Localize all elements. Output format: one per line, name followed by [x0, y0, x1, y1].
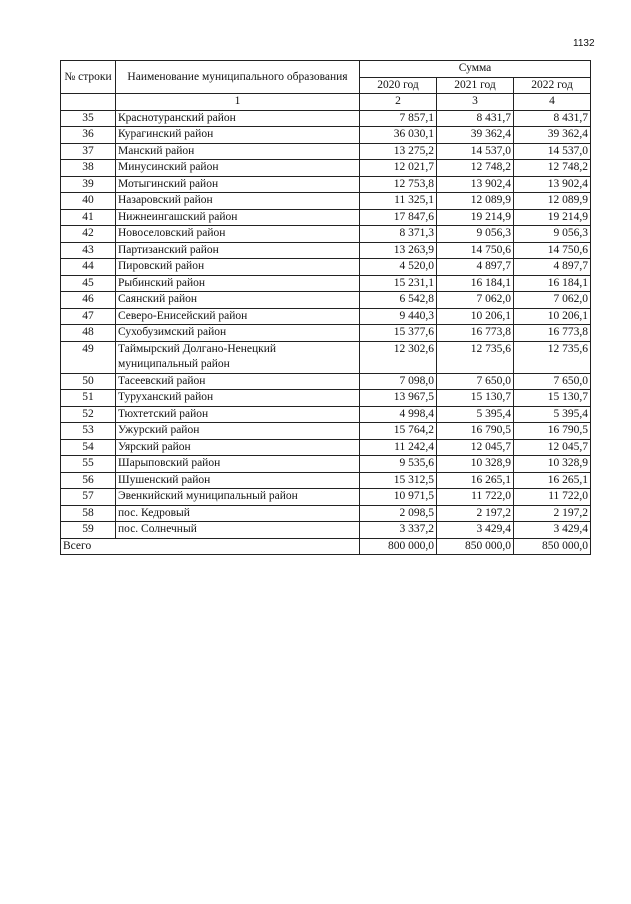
- row-name: Ужурский район: [116, 423, 360, 440]
- row-value-2021: 10 206,1: [437, 308, 514, 325]
- row-number: 47: [61, 308, 116, 325]
- table-row: [61, 176, 591, 193]
- row-value-2020: 12 302,6: [360, 341, 437, 373]
- row-name: Партизанский район: [116, 242, 360, 259]
- row-value-2022: 5 395,4: [514, 406, 591, 423]
- table-row: [61, 110, 591, 127]
- row-number: 38: [61, 160, 116, 177]
- row-value-2021: 39 362,4: [437, 127, 514, 144]
- table-row: [61, 423, 591, 440]
- row-name: Сухобузимский район: [116, 325, 360, 342]
- row-value-2021: 16 265,1: [437, 472, 514, 489]
- row-number: 48: [61, 325, 116, 342]
- index-cell: 2: [360, 94, 437, 111]
- row-value-2020: 11 242,4: [360, 439, 437, 456]
- table-row: [61, 160, 591, 177]
- total-2020: 800 000,0: [360, 538, 437, 555]
- table-row: [61, 456, 591, 473]
- header-name: Наименование муниципального образования: [116, 61, 360, 94]
- row-value-2022: 39 362,4: [514, 127, 591, 144]
- table-row: [61, 275, 591, 292]
- row-value-2022: 9 056,3: [514, 226, 591, 243]
- row-name: Туруханский район: [116, 390, 360, 407]
- row-value-2022: 12 089,9: [514, 193, 591, 210]
- row-value-2020: 10 971,5: [360, 489, 437, 506]
- row-value-2021: 12 735,6: [437, 341, 514, 373]
- budget-table: [60, 60, 591, 555]
- row-value-2022: 7 650,0: [514, 373, 591, 390]
- row-number: 44: [61, 259, 116, 276]
- row-name: пос. Солнечный: [116, 522, 360, 539]
- row-value-2020: 15 231,1: [360, 275, 437, 292]
- row-value-2021: 9 056,3: [437, 226, 514, 243]
- row-value-2021: 5 395,4: [437, 406, 514, 423]
- total-row: [61, 538, 591, 555]
- table-row: [61, 209, 591, 226]
- row-value-2022: 14 750,6: [514, 242, 591, 259]
- table-row: [61, 308, 591, 325]
- row-value-2021: 2 197,2: [437, 505, 514, 522]
- total-label: Всего: [61, 538, 360, 555]
- row-value-2020: 8 371,3: [360, 226, 437, 243]
- row-value-2020: 15 377,6: [360, 325, 437, 342]
- row-number: 45: [61, 275, 116, 292]
- row-value-2021: 8 431,7: [437, 110, 514, 127]
- header-number: № строки: [61, 61, 116, 94]
- table-row: [61, 406, 591, 423]
- row-number: 37: [61, 143, 116, 160]
- index-cell: 3: [437, 94, 514, 111]
- row-value-2022: 8 431,7: [514, 110, 591, 127]
- row-value-2022: 15 130,7: [514, 390, 591, 407]
- row-value-2022: 14 537,0: [514, 143, 591, 160]
- row-value-2020: 2 098,5: [360, 505, 437, 522]
- row-name: Назаровский район: [116, 193, 360, 210]
- row-name: Манский район: [116, 143, 360, 160]
- row-name: Новоселовский район: [116, 226, 360, 243]
- row-value-2020: 13 967,5: [360, 390, 437, 407]
- row-value-2020: 4 520,0: [360, 259, 437, 276]
- page-number: 1132: [573, 38, 595, 49]
- table-body: [61, 110, 591, 538]
- row-value-2020: 12 753,8: [360, 176, 437, 193]
- row-name: Эвенкийский муниципальный район: [116, 489, 360, 506]
- row-value-2021: 16 184,1: [437, 275, 514, 292]
- row-value-2020: 9 440,3: [360, 308, 437, 325]
- table-header: [61, 61, 591, 111]
- row-name: Саянский район: [116, 292, 360, 309]
- header-sum: Сумма: [360, 61, 591, 78]
- row-value-2022: 11 722,0: [514, 489, 591, 506]
- row-name: Нижнеингашский район: [116, 209, 360, 226]
- row-name: пос. Кедровый: [116, 505, 360, 522]
- row-number: 40: [61, 193, 116, 210]
- row-value-2020: 3 337,2: [360, 522, 437, 539]
- index-cell: 1: [116, 94, 360, 111]
- table-row: [61, 390, 591, 407]
- row-value-2020: 12 021,7: [360, 160, 437, 177]
- table-row: [61, 143, 591, 160]
- table-row: [61, 226, 591, 243]
- row-value-2022: 12 045,7: [514, 439, 591, 456]
- row-value-2021: 13 902,4: [437, 176, 514, 193]
- table-row: [61, 522, 591, 539]
- row-value-2020: 7 098,0: [360, 373, 437, 390]
- table-row: [61, 472, 591, 489]
- row-value-2022: 3 429,4: [514, 522, 591, 539]
- row-value-2021: 12 045,7: [437, 439, 514, 456]
- row-number: 52: [61, 406, 116, 423]
- row-name: Мотыгинский район: [116, 176, 360, 193]
- index-cell: [61, 94, 116, 111]
- row-name: Тасеевский район: [116, 373, 360, 390]
- row-name: Северо-Енисейский район: [116, 308, 360, 325]
- row-value-2021: 3 429,4: [437, 522, 514, 539]
- table-row: [61, 127, 591, 144]
- row-number: 53: [61, 423, 116, 440]
- row-name: Шарыповский район: [116, 456, 360, 473]
- row-name: Минусинский район: [116, 160, 360, 177]
- row-value-2022: 12 735,6: [514, 341, 591, 373]
- row-number: 55: [61, 456, 116, 473]
- row-name: Шушенский район: [116, 472, 360, 489]
- row-value-2022: 2 197,2: [514, 505, 591, 522]
- row-value-2021: 19 214,9: [437, 209, 514, 226]
- table-row: [61, 439, 591, 456]
- index-cell: 4: [514, 94, 591, 111]
- row-number: 35: [61, 110, 116, 127]
- row-value-2020: 13 275,2: [360, 143, 437, 160]
- header-year-2021: 2021 год: [437, 77, 514, 94]
- row-value-2022: 16 184,1: [514, 275, 591, 292]
- row-number: 41: [61, 209, 116, 226]
- row-value-2020: 15 312,5: [360, 472, 437, 489]
- row-value-2020: 15 764,2: [360, 423, 437, 440]
- row-number: 54: [61, 439, 116, 456]
- row-value-2022: 13 902,4: [514, 176, 591, 193]
- row-value-2020: 9 535,6: [360, 456, 437, 473]
- row-number: 58: [61, 505, 116, 522]
- row-value-2022: 7 062,0: [514, 292, 591, 309]
- row-value-2020: 13 263,9: [360, 242, 437, 259]
- row-value-2020: 17 847,6: [360, 209, 437, 226]
- row-value-2021: 11 722,0: [437, 489, 514, 506]
- row-value-2020: 11 325,1: [360, 193, 437, 210]
- row-number: 43: [61, 242, 116, 259]
- table-row: [61, 292, 591, 309]
- row-value-2021: 10 328,9: [437, 456, 514, 473]
- table-row: [61, 193, 591, 210]
- row-value-2022: 4 897,7: [514, 259, 591, 276]
- row-name: Таймырский Долгано-Ненецкий муниципальный район: [116, 341, 360, 373]
- row-number: 49: [61, 341, 116, 373]
- row-number: 50: [61, 373, 116, 390]
- table-row: [61, 505, 591, 522]
- table-row: [61, 489, 591, 506]
- row-number: 42: [61, 226, 116, 243]
- row-name: Тюхтетский район: [116, 406, 360, 423]
- table-row: [61, 325, 591, 342]
- row-value-2021: 14 537,0: [437, 143, 514, 160]
- row-value-2020: 4 998,4: [360, 406, 437, 423]
- row-value-2022: 10 328,9: [514, 456, 591, 473]
- row-name: Уярский район: [116, 439, 360, 456]
- row-value-2021: 12 089,9: [437, 193, 514, 210]
- table-row: [61, 341, 591, 373]
- row-value-2020: 6 542,8: [360, 292, 437, 309]
- row-value-2022: 19 214,9: [514, 209, 591, 226]
- row-number: 36: [61, 127, 116, 144]
- row-value-2021: 16 790,5: [437, 423, 514, 440]
- row-value-2021: 15 130,7: [437, 390, 514, 407]
- row-name: Рыбинский район: [116, 275, 360, 292]
- row-value-2021: 12 748,2: [437, 160, 514, 177]
- row-value-2022: 10 206,1: [514, 308, 591, 325]
- header-year-2020: 2020 год: [360, 77, 437, 94]
- row-value-2020: 7 857,1: [360, 110, 437, 127]
- row-number: 59: [61, 522, 116, 539]
- row-value-2022: 16 790,5: [514, 423, 591, 440]
- row-value-2022: 16 773,8: [514, 325, 591, 342]
- row-number: 39: [61, 176, 116, 193]
- row-name: Пировский район: [116, 259, 360, 276]
- row-value-2022: 16 265,1: [514, 472, 591, 489]
- table-row: [61, 373, 591, 390]
- table-row: [61, 259, 591, 276]
- row-value-2021: 4 897,7: [437, 259, 514, 276]
- row-value-2022: 12 748,2: [514, 160, 591, 177]
- table-row: [61, 242, 591, 259]
- row-value-2021: 16 773,8: [437, 325, 514, 342]
- total-2021: 850 000,0: [437, 538, 514, 555]
- row-value-2021: 7 062,0: [437, 292, 514, 309]
- header-year-2022: 2022 год: [514, 77, 591, 94]
- row-number: 57: [61, 489, 116, 506]
- row-name: Краснотуранский район: [116, 110, 360, 127]
- row-number: 56: [61, 472, 116, 489]
- row-number: 51: [61, 390, 116, 407]
- row-value-2020: 36 030,1: [360, 127, 437, 144]
- row-value-2021: 7 650,0: [437, 373, 514, 390]
- total-2022: 850 000,0: [514, 538, 591, 555]
- row-name: Курагинский район: [116, 127, 360, 144]
- row-value-2021: 14 750,6: [437, 242, 514, 259]
- row-number: 46: [61, 292, 116, 309]
